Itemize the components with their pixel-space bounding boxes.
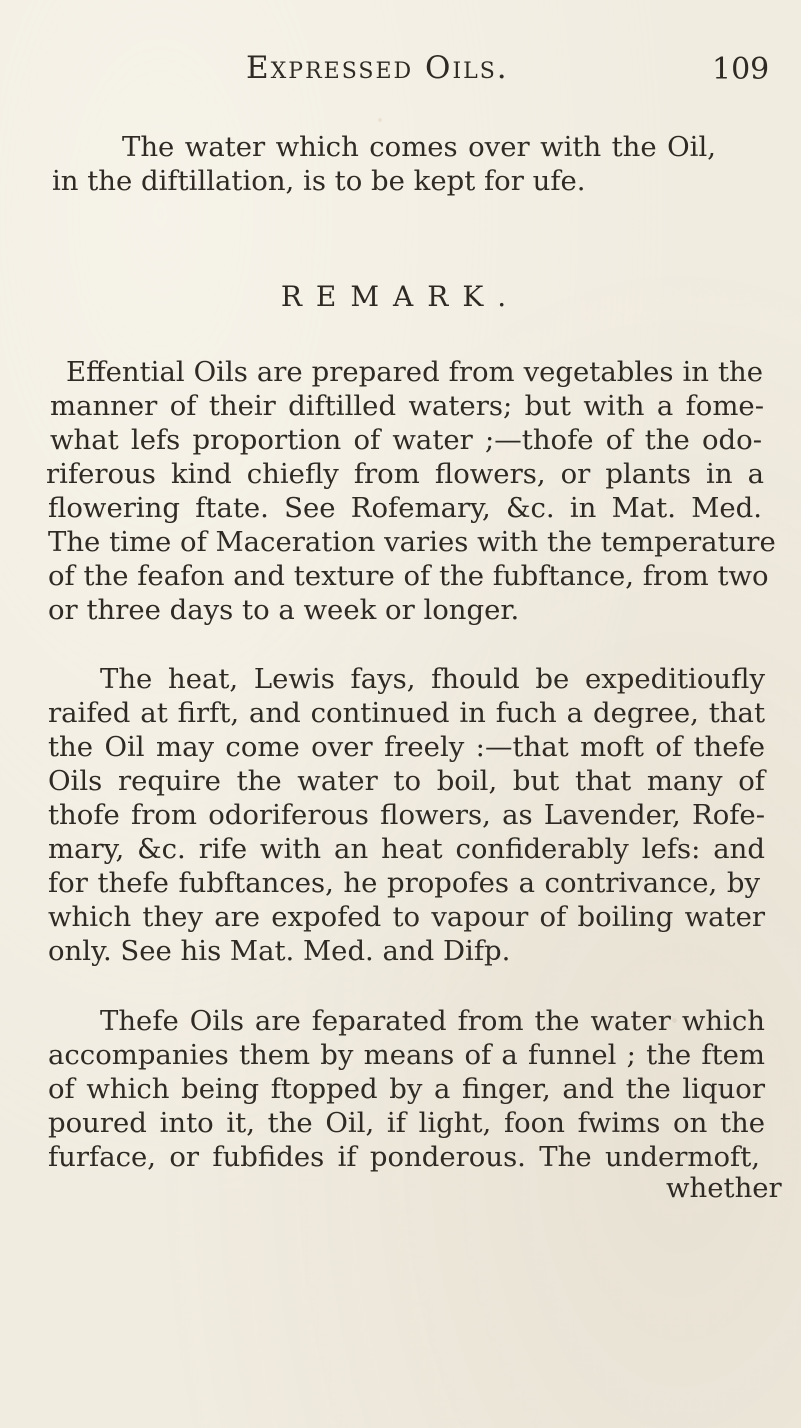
text-line: for thefe fubftances, he propofes a contrivance, by bbox=[48, 867, 760, 899]
remark-heading: REMARK. bbox=[280, 280, 521, 313]
text-line: raifed at firft, and continued in fuch a degree, that bbox=[48, 697, 765, 729]
text-line: The heat, Lewis fays, fhould be expeditioufly bbox=[100, 663, 765, 695]
text-line: manner of their diftilled waters; but with a fome- bbox=[50, 390, 764, 422]
text-line: The time of Maceration varies with the temperature bbox=[48, 526, 776, 558]
text-line: which they are expofed to vapour of boiling water bbox=[48, 901, 765, 933]
text-line: The water which comes over with the Oil, bbox=[122, 131, 716, 163]
page-number: 109 bbox=[712, 52, 770, 87]
text-line: in the diftillation, is to be kept for ufe. bbox=[52, 165, 586, 197]
text-line: the Oil may come over freely :—that moft of thefe bbox=[48, 731, 765, 763]
text-line: Effential Oils are prepared from vegetables in the bbox=[66, 356, 763, 388]
paper-speck bbox=[378, 118, 382, 122]
text-line: accompanies them by means of a funnel ; the ftem bbox=[48, 1039, 765, 1071]
text-line: what lefs proportion of water ;—thofe of the odo- bbox=[50, 424, 762, 456]
text-line: furface, or fubfides if ponderous. The undermoft, bbox=[48, 1141, 760, 1173]
running-head bbox=[0, 50, 801, 90]
text-line: of which being ftopped by a finger, and the liquor bbox=[48, 1073, 765, 1105]
text-line: of the feafon and texture of the fubftance, from two bbox=[48, 560, 769, 592]
text-line: or three days to a week or longer. bbox=[48, 594, 520, 626]
text-line: flowering ftate. See Rofemary, &c. in Mat. Med. bbox=[48, 492, 762, 524]
text-line: riferous kind chiefly from flowers, or plants in a bbox=[46, 458, 764, 490]
running-title: Expressed Oils. bbox=[246, 50, 509, 86]
text-line: poured into it, the Oil, if light, foon fwims on the bbox=[48, 1107, 765, 1139]
text-line: only. See his Mat. Med. and Difp. bbox=[48, 935, 511, 967]
text-line: thofe from odoriferous flowers, as Lavender, Rofe- bbox=[48, 799, 765, 831]
catchword: whether bbox=[666, 1172, 782, 1204]
text-line: mary, &c. rife with an heat confiderably lefs: and bbox=[48, 833, 765, 865]
text-line: Oils require the water to boil, but that many of bbox=[48, 765, 765, 797]
text-line: Thefe Oils are feparated from the water which bbox=[100, 1005, 765, 1037]
